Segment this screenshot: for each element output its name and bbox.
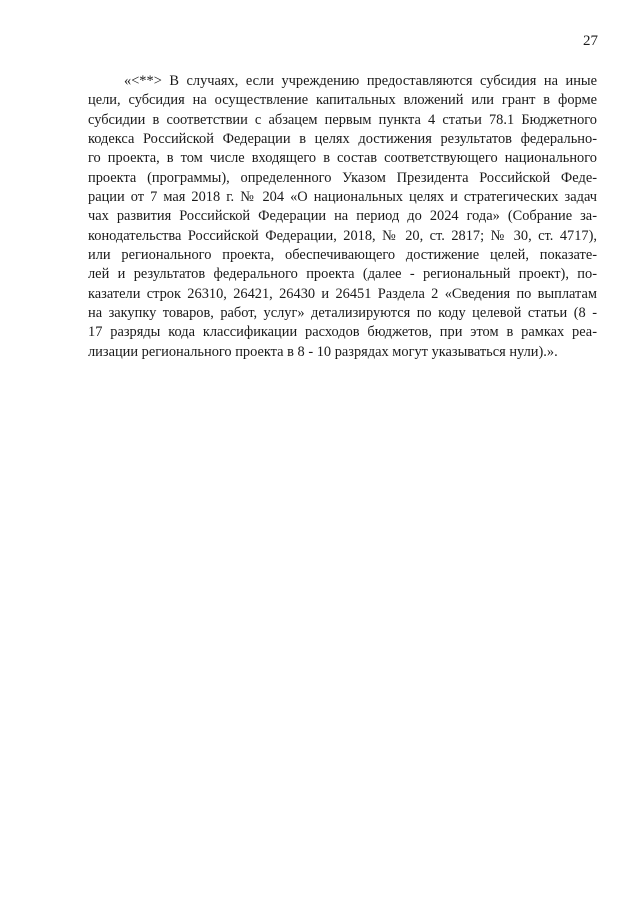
footnote-line: «<**> В случаях, если учреждению предоставляются субсидия на иные [124, 73, 597, 89]
footnote-line: конодательства Российской Федерации, 2018, № 20, ст. 2817; № 30, ст. 4717), [88, 227, 597, 244]
footnote-line: цели, субсидия на осуществление капитальных вложений или грант в форме [88, 92, 597, 109]
footnote-line: рации от 7 мая 2018 г. № 204 «О национальных целях и стратегических задач [88, 189, 597, 206]
footnote-line: проекта (программы), определенного Указом Президента Российской Феде- [88, 169, 597, 186]
footnote-line: субсидии в соответствии с абзацем первым пункта 4 статьи 78.1 Бюджетного [88, 111, 597, 128]
footnote-line: лизации регионального проекта в 8 - 10 разрядах могут указываться нули).». [88, 343, 558, 360]
footnote-line: чах развития Российской Федерации на период до 2024 года» (Собрание за- [88, 208, 597, 225]
footnote-line: го проекта, в том числе входящего в состав соответствующего национального [88, 150, 597, 167]
footnote-line: лей и результатов федерального проекта (далее - региональный проект), по- [88, 266, 597, 283]
footnote-line: казатели строк 26310, 26421, 26430 и 26451 Раздела 2 «Сведения по выплатам [88, 285, 597, 302]
footnote-line: или регионального проекта, обеспечивающего достижение целей, показате- [88, 247, 597, 264]
page-number: 27 [583, 33, 598, 49]
footnote-line: на закупку товаров, работ, услуг» детализируются по коду целевой статьи (8 - [88, 305, 597, 322]
footnote-line: кодекса Российской Федерации в целях достижения результатов федерально- [88, 131, 597, 148]
footnote-line: 17 разряды кода классификации расходов бюджетов, при этом в рамках реа- [88, 324, 597, 341]
footnote-paragraph [88, 72, 597, 362]
